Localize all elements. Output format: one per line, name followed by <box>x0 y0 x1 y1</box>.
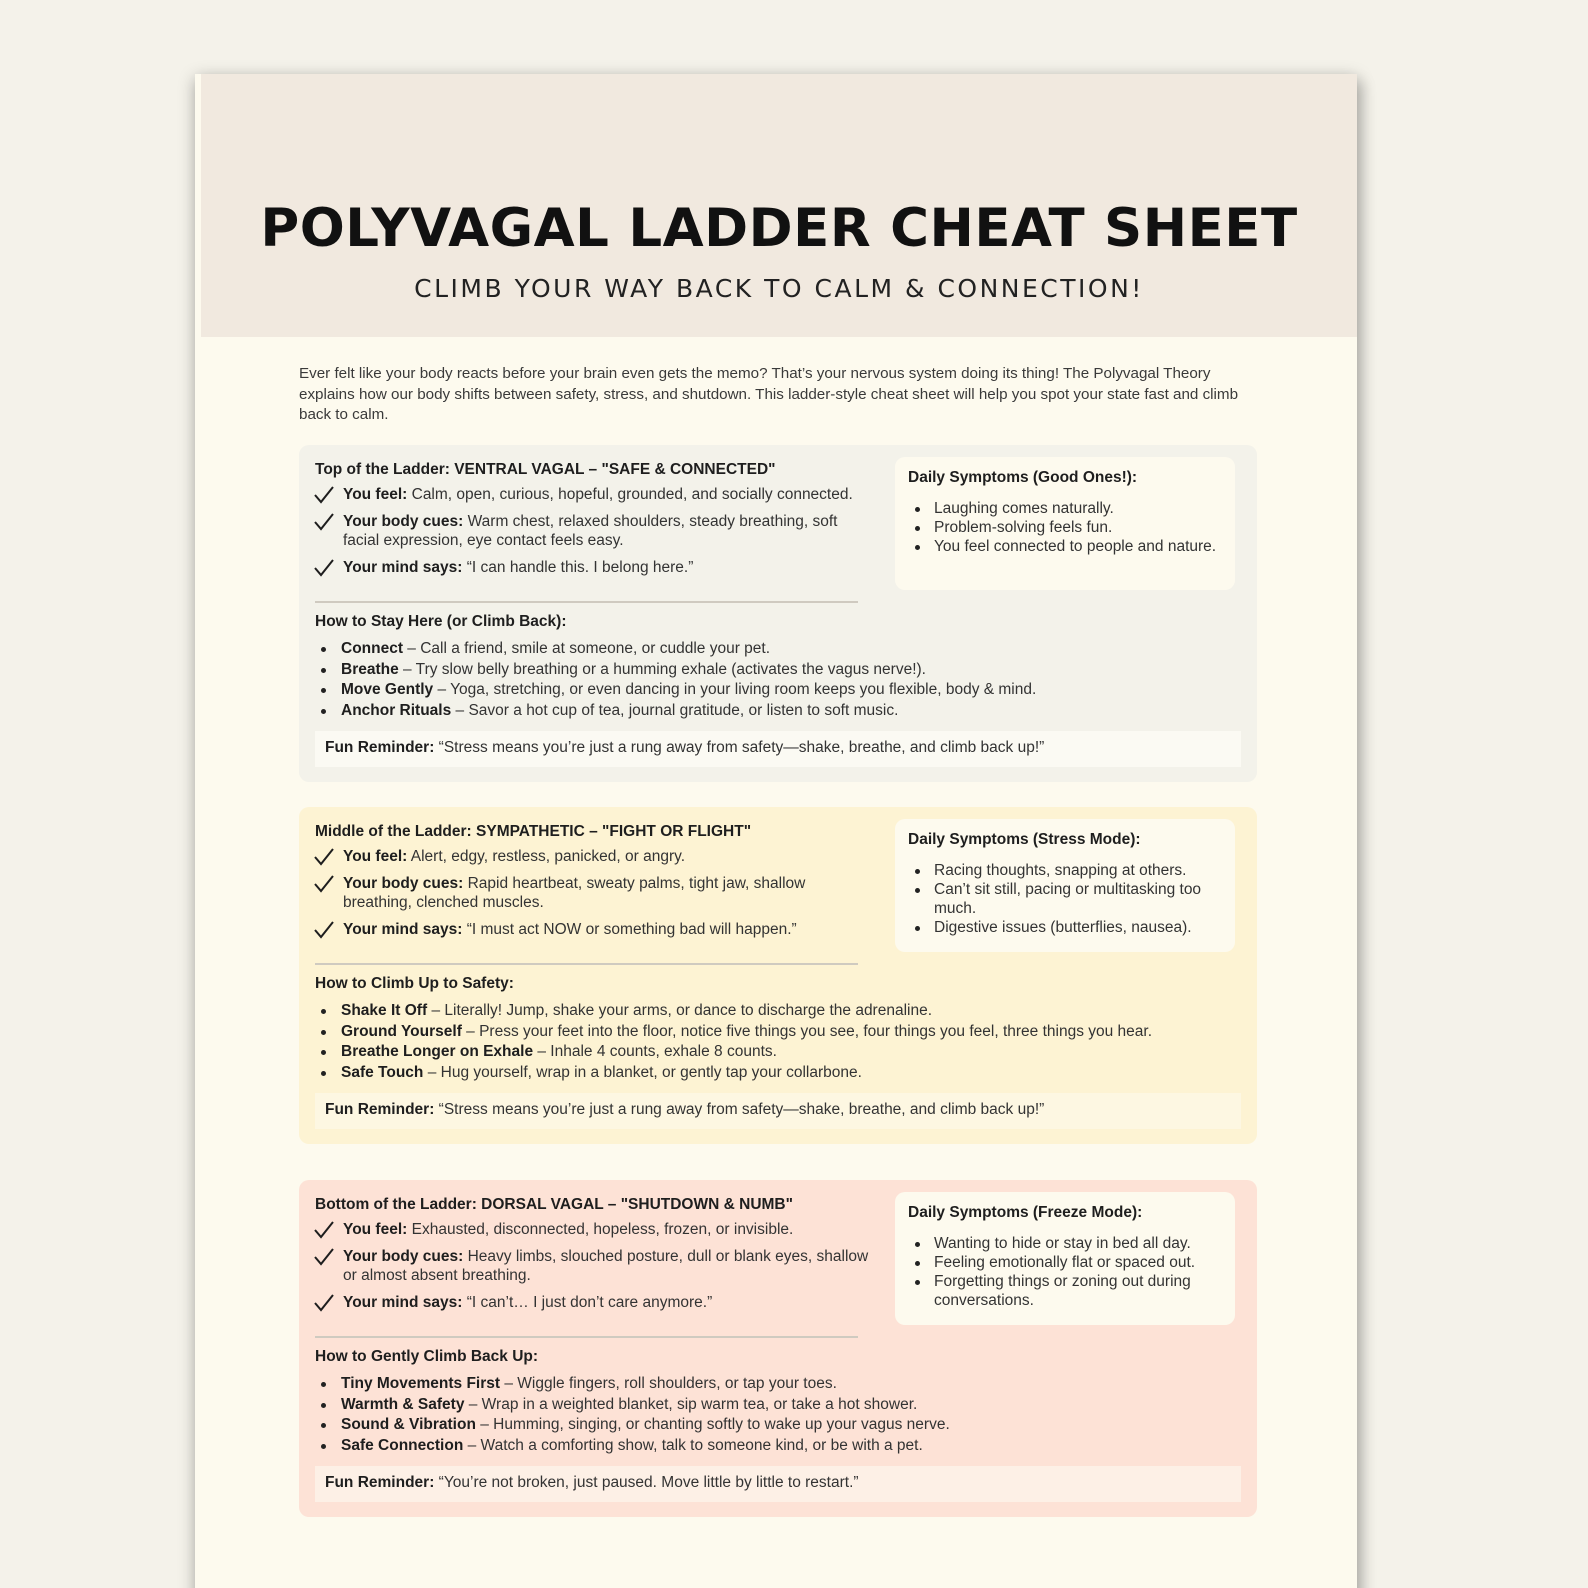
how-label: Ground Yourself <box>341 1022 462 1040</box>
checkmark-icon <box>313 1219 335 1241</box>
section-divider <box>315 601 858 603</box>
how-label: Connect <box>341 640 403 657</box>
how-label: Sound & Vibration <box>341 1416 476 1434</box>
check-list <box>313 1220 873 1320</box>
check-text: Calm, open, curious, hopeful, grounded, and socially connected. <box>407 486 853 503</box>
check-item <box>313 485 873 504</box>
how-text: – Literally! Jump, shake your arms, or dance to discharge the adrenaline. <box>427 1002 933 1019</box>
how-label: Warmth & Safety <box>341 1395 465 1413</box>
how-text: – Wiggle fingers, roll shoulders, or tap your toes. <box>500 1375 837 1392</box>
check-label: Your body cues: <box>343 875 464 892</box>
reminder-label: Fun Reminder: <box>325 1474 435 1491</box>
how-item <box>315 1436 1235 1457</box>
section-sympathetic <box>299 807 1257 1144</box>
check-item <box>313 512 873 550</box>
check-item <box>313 874 873 912</box>
symptoms-box <box>895 1192 1235 1325</box>
symptoms-title: Daily Symptoms (Freeze Mode): <box>908 1204 1143 1221</box>
check-item <box>313 847 873 866</box>
how-item <box>315 1063 1235 1084</box>
how-item <box>315 1415 1235 1436</box>
how-label: Shake It Off <box>341 1002 428 1019</box>
how-title: How to Gently Climb Back Up: <box>315 1348 539 1365</box>
check-text: “I can handle this. I belong here.” <box>462 559 694 576</box>
how-list <box>315 1001 1235 1084</box>
how-label: Breathe Longer on Exhale <box>341 1043 534 1061</box>
symptom-item: Laughing comes naturally. <box>908 499 1222 518</box>
how-text: – Yoga, stretching, or even dancing in your living room keeps you flexible, body & mind. <box>433 681 1037 699</box>
symptoms-list <box>908 861 1222 937</box>
section-title: Middle of the Ladder: SYMPATHETIC – "FIGHT OR FLIGHT" <box>315 823 752 840</box>
reminder-label: Fun Reminder: <box>325 739 435 756</box>
how-item <box>315 1042 1235 1063</box>
checkmark-icon <box>313 919 335 941</box>
page-title: POLYVAGAL LADDER CHEAT SHEET <box>260 198 1298 259</box>
symptoms-list <box>908 499 1222 556</box>
reminder-text: “You’re not broken, just paused. Move little by little to restart.” <box>434 1474 859 1491</box>
document-page <box>195 74 1357 1588</box>
checkmark-icon <box>313 1246 335 1268</box>
fun-reminder <box>315 1093 1241 1129</box>
section-divider <box>315 963 858 965</box>
checkmark-icon <box>313 1292 335 1314</box>
check-label: You feel: <box>343 848 408 865</box>
how-item <box>315 1395 1235 1416</box>
how-text: – Press your feet into the floor, notice five things you see, four things you feel, three things you hear. <box>461 1022 1153 1040</box>
check-text: “I must act NOW or something bad will happen.” <box>462 921 797 938</box>
how-text: – Savor a hot cup of tea, journal gratitude, or listen to soft music. <box>451 702 899 720</box>
symptoms-box <box>895 457 1235 590</box>
how-list <box>315 1374 1235 1457</box>
how-text: – Humming, singing, or chanting softly to wake up your vagus nerve. <box>475 1416 950 1434</box>
check-label: Your mind says: <box>343 921 463 938</box>
section-ventral-vagal <box>299 445 1257 782</box>
check-text: “I can’t… I just don’t care anymore.” <box>462 1294 713 1311</box>
fun-reminder <box>315 1466 1241 1502</box>
how-label: Breathe <box>341 660 399 678</box>
symptom-item: Problem-solving feels fun. <box>908 518 1222 537</box>
symptom-item: Digestive issues (butterflies, nausea). <box>908 918 1222 937</box>
how-text: – Watch a comforting show, talk to someone kind, or be with a pet. <box>463 1437 923 1455</box>
symptom-item: Racing thoughts, snapping at others. <box>908 861 1222 880</box>
how-item <box>315 1374 1235 1395</box>
check-item <box>313 558 873 577</box>
check-label: Your body cues: <box>343 513 464 530</box>
check-label: You feel: <box>343 486 408 503</box>
check-list <box>313 847 873 947</box>
how-text: – Hug yourself, wrap in a blanket, or gently tap your collarbone. <box>423 1064 862 1082</box>
intro-paragraph: Ever felt like your body reacts before your brain even gets the memo? That’s your nervous system doing its thing! The Polyvagal Theory explains how our body shifts between safety, stress, and shutdown. This ladder-style cheat sheet will help you spot your state fast and climb back to calm. <box>299 365 1239 423</box>
how-list <box>315 639 1235 722</box>
how-label: Anchor Rituals <box>341 702 452 720</box>
how-item <box>315 680 1235 701</box>
check-item <box>313 1247 873 1285</box>
how-title: How to Stay Here (or Climb Back): <box>315 613 567 630</box>
reminder-label: Fun Reminder: <box>325 1101 435 1118</box>
reminder-text: “Stress means you’re just a rung away from safety—shake, breathe, and climb back up!” <box>434 739 1045 756</box>
how-label: Safe Touch <box>341 1064 424 1082</box>
symptoms-box <box>895 819 1235 952</box>
check-item <box>313 920 873 939</box>
how-item <box>315 1022 1235 1043</box>
symptoms-list <box>908 1234 1222 1310</box>
symptom-item: You feel connected to people and nature. <box>908 537 1222 556</box>
how-item <box>315 1001 1235 1022</box>
fun-reminder <box>315 731 1241 767</box>
check-label: Your mind says: <box>343 1294 463 1311</box>
how-text: – Wrap in a weighted blanket, sip warm tea, or take a hot shower. <box>464 1395 918 1413</box>
how-title: How to Climb Up to Safety: <box>315 975 514 992</box>
checkmark-icon <box>313 873 335 895</box>
check-item <box>313 1220 873 1239</box>
check-text: Alert, edgy, restless, panicked, or angry. <box>407 848 686 865</box>
how-item <box>315 660 1235 681</box>
checkmark-icon <box>313 846 335 868</box>
check-list <box>313 485 873 585</box>
symptom-item: Feeling emotionally flat or spaced out. <box>908 1253 1222 1272</box>
check-text: Heavy limbs, slouched posture, dull or blank eyes, shallow or almost absent breathing. <box>343 1248 869 1284</box>
checkmark-icon <box>313 484 335 506</box>
section-title: Bottom of the Ladder: DORSAL VAGAL – "SHUTDOWN & NUMB" <box>315 1196 793 1213</box>
section-title: Top of the Ladder: VENTRAL VAGAL – "SAFE & CONNECTED" <box>315 461 776 478</box>
symptom-item: Can’t sit still, pacing or multitasking too much. <box>908 880 1222 918</box>
how-text: – Call a friend, smile at someone, or cuddle your pet. <box>403 640 771 657</box>
symptoms-title: Daily Symptoms (Stress Mode): <box>908 831 1141 848</box>
how-text: – Try slow belly breathing or a humming exhale (activates the vagus nerve!). <box>398 660 926 678</box>
how-label: Move Gently <box>341 681 434 699</box>
section-dorsal-vagal <box>299 1180 1257 1517</box>
how-text: – Inhale 4 counts, exhale 8 counts. <box>533 1043 777 1061</box>
symptom-item: Forgetting things or zoning out during conversations. <box>908 1272 1222 1310</box>
check-label: Your body cues: <box>343 1248 464 1265</box>
how-item <box>315 639 1235 660</box>
checkmark-icon <box>313 511 335 533</box>
page-header <box>201 74 1357 337</box>
check-text: Rapid heartbeat, sweaty palms, tight jaw, shallow breathing, clenched muscles. <box>343 875 806 911</box>
how-label: Tiny Movements First <box>341 1375 501 1392</box>
check-label: You feel: <box>343 1221 408 1238</box>
check-text: Warm chest, relaxed shoulders, steady breathing, soft facial expression, eye contact feels easy. <box>343 513 838 549</box>
check-item <box>313 1293 873 1312</box>
how-item <box>315 701 1235 722</box>
checkmark-icon <box>313 557 335 579</box>
symptoms-title: Daily Symptoms (Good Ones!): <box>908 469 1138 486</box>
section-divider <box>315 1336 858 1338</box>
how-label: Safe Connection <box>341 1437 464 1455</box>
symptom-item: Wanting to hide or stay in bed all day. <box>908 1234 1222 1253</box>
check-text: Exhausted, disconnected, hopeless, frozen, or invisible. <box>407 1221 794 1238</box>
page-subtitle: CLIMB YOUR WAY BACK TO CALM & CONNECTION! <box>414 274 1144 303</box>
reminder-text: “Stress means you’re just a rung away from safety—shake, breathe, and climb back up!” <box>434 1101 1045 1118</box>
check-label: Your mind says: <box>343 559 463 576</box>
